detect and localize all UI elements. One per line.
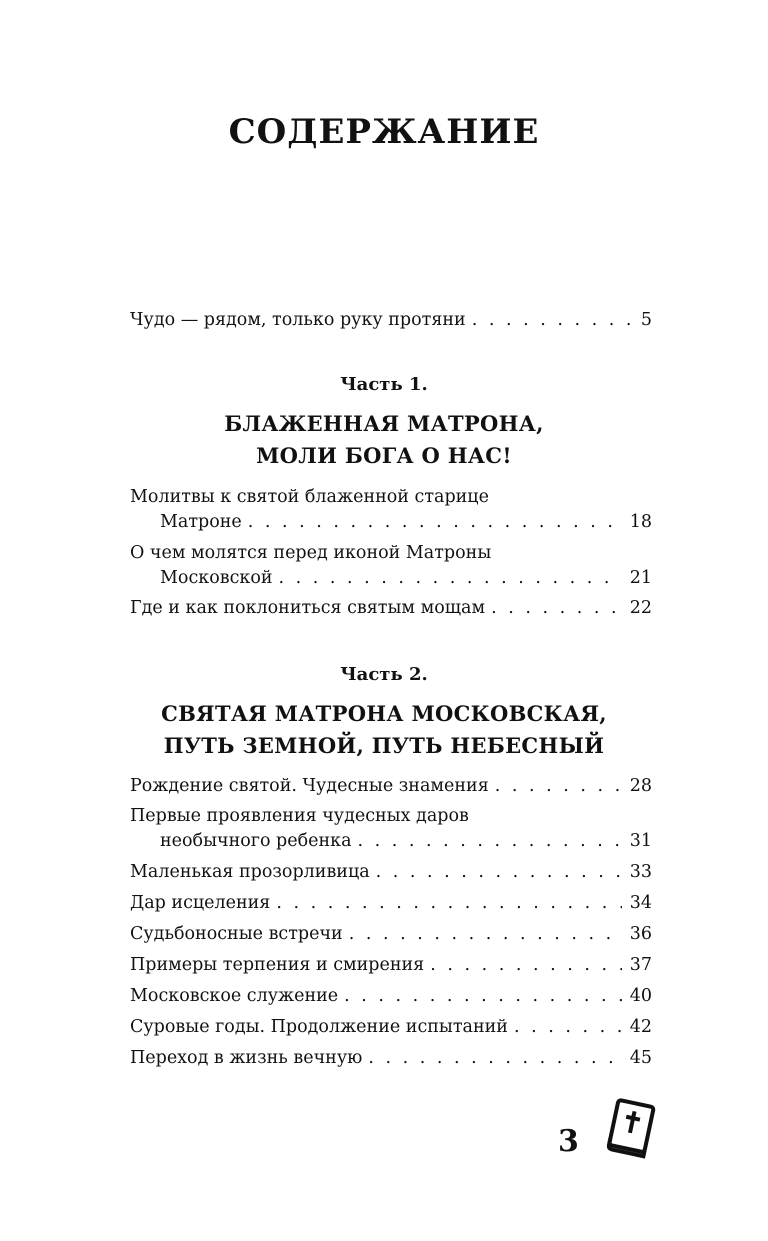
toc-page-number: 34 <box>629 893 652 913</box>
leader-dots <box>491 597 622 619</box>
leader-dots <box>344 985 622 1007</box>
leader-dots <box>430 954 622 976</box>
toc-page-number: 31 <box>629 831 652 851</box>
toc-entry-seer[interactable] <box>130 861 652 883</box>
leader-dots <box>368 1047 621 1069</box>
toc-entry-title: Судьбоносные встречи <box>130 924 343 944</box>
toc-entry-title[interactable]: Молитвы к святой блаженной старице <box>130 487 489 507</box>
toc-page-number: 22 <box>629 598 652 618</box>
part-1-label: Часть 1. <box>340 374 428 395</box>
toc-entry-gifts[interactable] <box>160 830 652 852</box>
toc-entry-title: Маленькая прозорливица <box>130 862 370 882</box>
toc-entry-title[interactable]: О чем молятся перед иконой Матроны <box>130 543 492 563</box>
toc-entry-title: Переход в жизнь вечную <box>130 1048 363 1068</box>
toc-entry-title: Примеры терпения и смирения <box>130 955 425 975</box>
toc-entry-healing[interactable] <box>130 892 652 914</box>
toc-page-number: 33 <box>629 862 652 882</box>
prayer-book-icon <box>600 1097 662 1159</box>
toc-page-number: 37 <box>629 955 652 975</box>
toc-page-number: 42 <box>629 1017 652 1037</box>
toc-entry-patience[interactable] <box>130 954 652 976</box>
leader-dots <box>495 775 622 797</box>
toc-entry-birth[interactable] <box>130 775 652 797</box>
toc-entry-title-cont: необычного ребенка <box>160 831 352 851</box>
leader-dots <box>279 567 622 589</box>
toc-page-number: 40 <box>629 986 652 1006</box>
toc-page-number: 28 <box>629 776 652 796</box>
toc-entry-title: Суровые годы. Продолжение испытаний <box>130 1017 508 1037</box>
leader-dots <box>514 1016 622 1038</box>
toc-page-number: 45 <box>629 1048 652 1068</box>
part-2-heading-line-1: СВЯТАЯ МАТРОНА МОСКОВСКАЯ, <box>161 701 607 726</box>
toc-entry-prayers[interactable] <box>160 511 652 533</box>
part-2-label: Часть 2. <box>340 664 428 685</box>
leader-dots <box>248 511 622 533</box>
page-number: 3 <box>558 1124 579 1159</box>
toc-entry-icon-prayers[interactable] <box>160 567 652 589</box>
toc-page-number: 18 <box>629 512 652 532</box>
toc-entry-title: Рождение святой. Чудесные знамения <box>130 776 489 796</box>
leader-dots <box>349 923 622 945</box>
toc-entry-meetings[interactable] <box>130 923 652 945</box>
part-2-heading-line-2: ПУТЬ ЗЕМНОЙ, ПУТЬ НЕБЕСНЫЙ <box>163 733 605 758</box>
toc-entry-hard-years[interactable] <box>130 1016 652 1038</box>
toc-entry-title: Где и как поклониться святым мощам <box>130 598 486 618</box>
leader-dots <box>472 309 633 331</box>
toc-entry-title-cont: Матроне <box>160 512 242 532</box>
part-1-heading-line-2: МОЛИ БОГА О НАС! <box>256 443 512 468</box>
toc-page-number: 36 <box>629 924 652 944</box>
toc-entry-title-cont: Московской <box>160 568 273 588</box>
toc-entry-moscow-service[interactable] <box>130 985 652 1007</box>
toc-entry-title[interactable]: Первые проявления чудесных даров <box>130 806 469 826</box>
leader-dots <box>358 830 622 852</box>
part-1-heading-line-1: БЛАЖЕННАЯ МАТРОНА, <box>224 411 544 436</box>
leader-dots <box>276 892 621 914</box>
leader-dots <box>376 861 622 883</box>
page-title: СОДЕРЖАНИЕ <box>228 112 540 152</box>
toc-entry-title: Дар исцеления <box>130 893 271 913</box>
toc-entry-intro[interactable] <box>130 309 652 331</box>
toc-entry-title: Чудо — рядом, только руку протяни <box>130 310 466 330</box>
toc-entry-title: Московское служение <box>130 986 339 1006</box>
toc-entry-relics[interactable] <box>130 597 652 619</box>
toc-page-number: 5 <box>640 310 652 330</box>
toc-entry-eternal-life[interactable] <box>130 1047 652 1069</box>
toc-page-number: 21 <box>629 568 652 588</box>
